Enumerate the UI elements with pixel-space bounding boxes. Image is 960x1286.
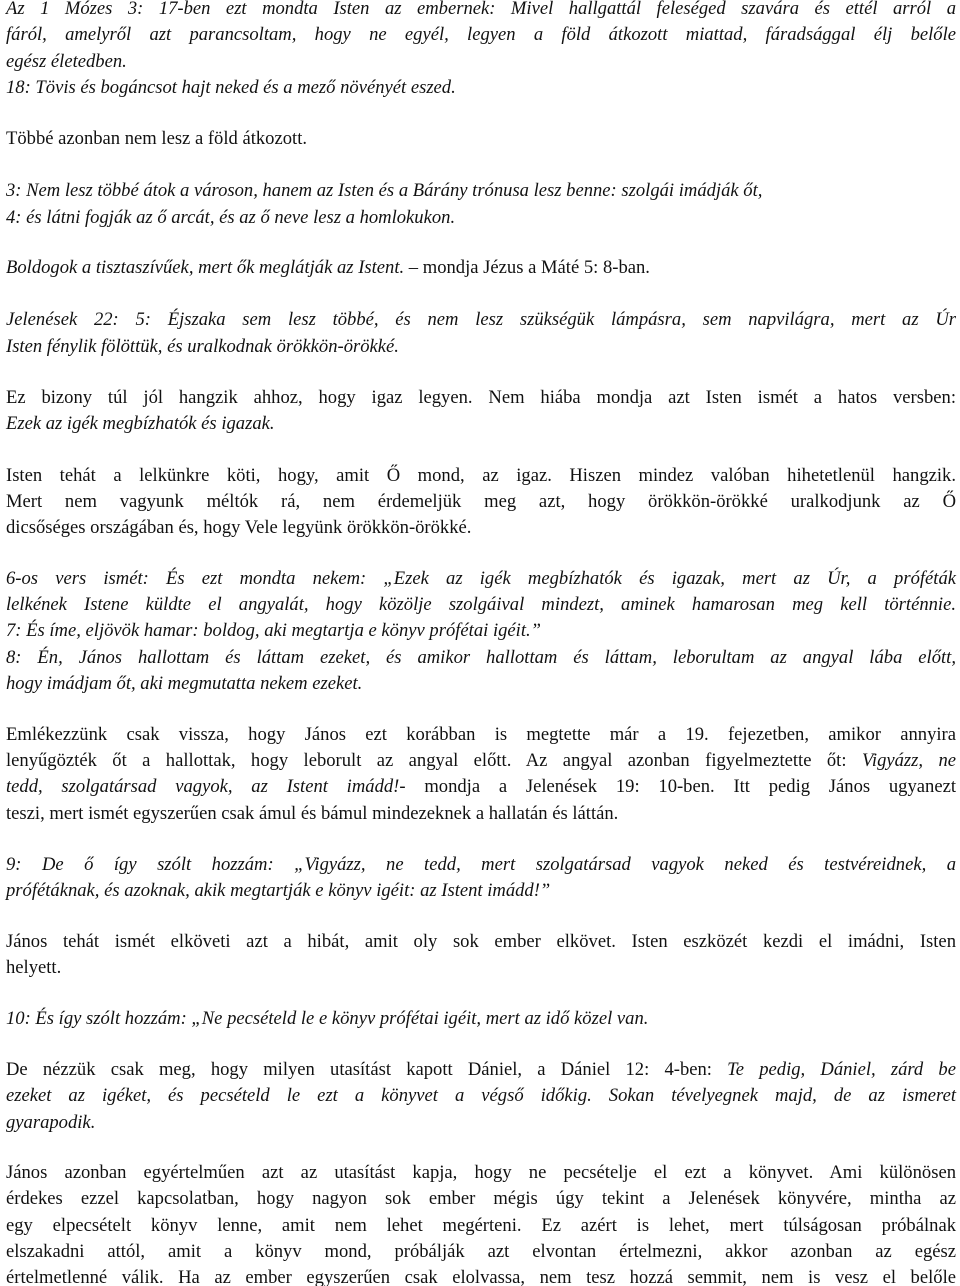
text-line — [6, 1083, 956, 1109]
text-line — [6, 411, 956, 437]
text-line — [6, 463, 956, 489]
body-text: elszakadni attól, amit a könyv mond, próbálják azt elvontan értelmezni, akkor azonban az egész — [6, 1241, 956, 1262]
body-text: Emlékezzünk csak vissza, hogy János ezt korábban is megtette már a 19. fejezetben, amikor annyira — [6, 724, 956, 745]
text-line — [6, 489, 956, 515]
text-line — [6, 566, 956, 592]
italic-text: Boldogok a tisztaszívűek, mert ők meglátják az Istent. — [6, 257, 405, 278]
text-line — [6, 334, 956, 360]
text-line — [6, 0, 956, 22]
body-text: érdekes ezzel kapcsolatban, hogy nagyon sok ember mégis úgy tekint a Jelenések könyvére, mintha az — [6, 1188, 956, 1209]
text-line — [6, 1006, 956, 1032]
text-line — [6, 801, 956, 827]
italic-text: fáról, amelyről azt parancsoltam, hogy ne egyél, legyen a föld átkozott miattad, fáradsággal élj belőle — [6, 24, 956, 45]
text-line — [6, 645, 956, 671]
body-text: Többé azonban nem lesz a föld átkozott. — [6, 128, 308, 149]
italic-text: 7: És íme, eljövök hamar: boldog, aki megtartja e könyv prófétai igéit.” — [6, 620, 541, 641]
body-text: egy elpecsételt könyv lenne, amit nem lehet megérteni. Ez azért is lehet, mert túlságosan próbálnak — [6, 1215, 956, 1236]
italic-text: 10: És így szólt hozzám: „Ne pecsételd le e könyv prófétai igéit, mert az idő közel van. — [6, 1008, 649, 1029]
text-line — [6, 592, 956, 618]
italic-text: Ezek az igék megbízhatók és igazak. — [6, 413, 275, 434]
text-line — [6, 748, 956, 774]
text-line — [6, 75, 956, 101]
italic-text: 6-os vers ismét: És ezt mondta nekem: „Ezek az igék megbízhatók és igazak, mert az Úr, a próféták — [6, 568, 956, 589]
body-text: János azonban egyértelműen azt az utasítást kapja, hogy ne pecsételje el ezt a könyvet. Ami különösen — [6, 1162, 956, 1183]
italic-text: Isten fénylik fölöttük, és uralkodnak örökkön-örökké. — [6, 336, 399, 357]
italic-text: 4: és látni fogják az ő arcát, és az ő neve lesz a homlokukon. — [6, 207, 456, 228]
italic-text: Az 1 Mózes 3: 17-ben ezt mondta Isten az embernek: Mivel hallgattál feleséged szavára és ettél arról a — [6, 0, 956, 19]
text-line — [6, 1186, 956, 1212]
italic-text: gyarapodik. — [6, 1112, 96, 1133]
text-line — [6, 1057, 956, 1083]
italic-text: prófétáknak, és azoknak, akik megtartják e könyv igéit: az Istent imádd!” — [6, 880, 551, 901]
text-line — [6, 385, 956, 411]
body-text: értelmetlenné válik. Ha az ember egyszerűen csak elolvassa, nem tesz hozzá semmit, nem is vesz el belőle — [6, 1267, 956, 1286]
text-line — [6, 774, 956, 800]
text-line — [6, 307, 956, 333]
text-line — [6, 1239, 956, 1265]
text-line — [6, 1213, 956, 1239]
body-text: János tehát ismét elköveti azt a hibát, amit oly sok ember elkövet. Isten eszközét kezdi el imádni, Isten — [6, 931, 956, 952]
text-line — [6, 1265, 956, 1286]
italic-text: 8: Én, János hallottam és láttam ezeket, és amikor hallottam és láttam, leborultam az angyal lába előtt, — [6, 647, 956, 668]
italic-text: Jelenések 22: 5: Éjszaka sem lesz többé, és nem lesz szükségük lámpásra, sem napvilágra, mert az Úr — [6, 309, 956, 330]
italic-text: Te pedig, Dániel, zárd be — [727, 1059, 956, 1080]
text-line — [6, 178, 956, 204]
text-line — [6, 126, 956, 152]
text-line — [6, 852, 956, 878]
body-text: – mondja Jézus a Máté 5: 8-ban. — [404, 257, 650, 278]
text-line — [6, 205, 956, 231]
text-line — [6, 618, 956, 644]
body-text: - mondja a Jelenések 19: 10-ben. Itt pedig János ugyanezt — [399, 776, 956, 797]
text-line — [6, 671, 956, 697]
italic-text: egész életedben. — [6, 51, 127, 72]
italic-text: 3: Nem lesz többé átok a városon, hanem az Isten és a Bárány trónusa lesz benne: szolgái imádják őt, — [6, 180, 763, 201]
text-line — [6, 878, 956, 904]
text-line — [6, 515, 956, 541]
text-line — [6, 49, 956, 75]
italic-text: 9: De ő így szólt hozzám: „Vigyázz, ne tedd, mert szolgatársad vagyok neked és testvéreidnek, a — [6, 854, 956, 875]
body-text: Ez bizony túl jól hangzik ahhoz, hogy igaz legyen. Nem hiába mondja azt Isten ismét a hatos versben: — [6, 387, 956, 408]
italic-text: 18: Tövis és bogáncsot hajt neked és a mező növényét eszed. — [6, 77, 456, 98]
text-line — [6, 1160, 956, 1186]
body-text: Mert nem vagyunk méltók rá, nem érdemeljük meg azt, hogy örökkön-örökké uralkodjunk az Ő — [6, 491, 956, 512]
body-text: De nézzük csak meg, hogy milyen utasítást kapott Dániel, a Dániel 12: 4-ben: — [6, 1059, 728, 1080]
italic-text: tedd, szolgatársad vagyok, az Istent imádd! — [6, 776, 400, 797]
body-text: lenyűgözték őt a hallottak, hogy leborult az angyal előtt. Az angyal azonban figyelmeztette őt: — [6, 750, 862, 771]
text-line — [6, 22, 956, 48]
text-line — [6, 722, 956, 748]
text-line — [6, 255, 956, 281]
text-line — [6, 955, 956, 981]
body-text: dicsőséges országában és, hogy Vele legyünk örökkön-örökké. — [6, 517, 472, 538]
body-text: Isten tehát a lelkünkre köti, hogy, amit Ő mond, az igaz. Hiszen mindez valóban hihetetlenül hangzik. — [6, 465, 956, 486]
italic-text: hogy imádjam őt, aki megmutatta nekem ezeket. — [6, 673, 363, 694]
text-line — [6, 929, 956, 955]
italic-text: ezeket az igéket, és pecsételd le ezt a könyvet a végső időkig. Sokan tévelyegnek majd, de az ismeret — [6, 1085, 956, 1106]
body-text: helyett. — [6, 957, 62, 978]
italic-text: Vigyázz, ne — [861, 750, 957, 771]
text-line — [6, 1110, 956, 1136]
italic-text: lelkének Istene küldte el angyalát, hogy közölje szolgáival mindezt, aminek hamarosan meg kell történnie. — [6, 594, 956, 615]
body-text: teszi, mert ismét egyszerűen csak ámul és bámul mindezeknek a hallatán és láttán. — [6, 803, 619, 824]
